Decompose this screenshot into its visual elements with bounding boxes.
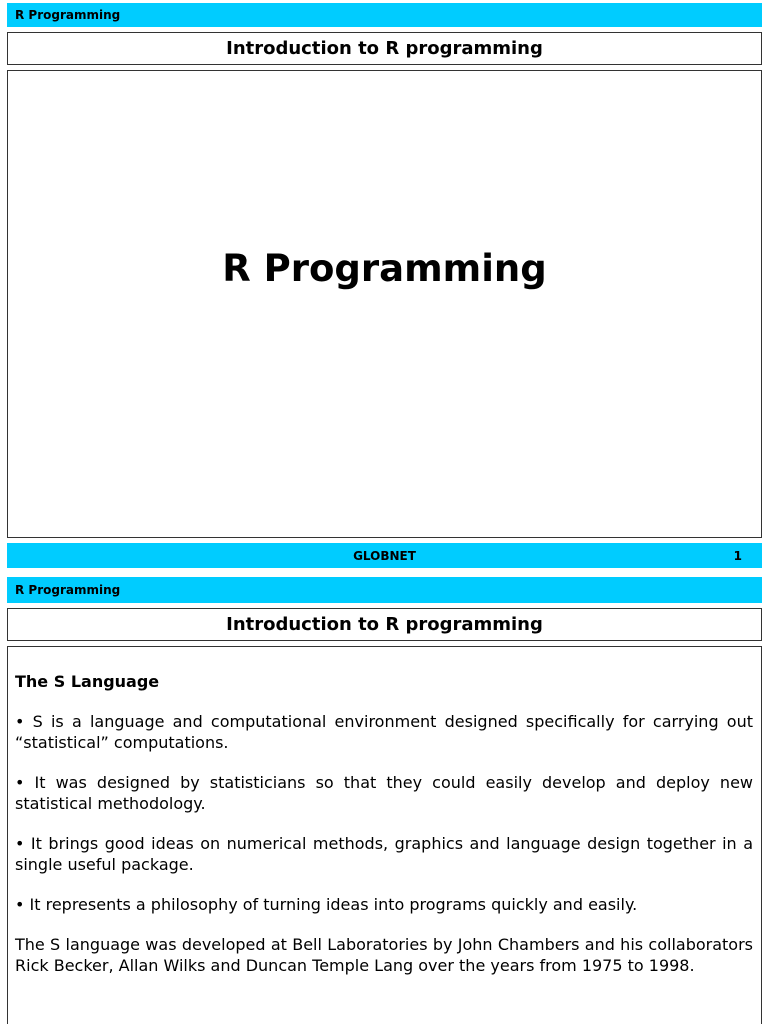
slide2-header-text: R Programming — [15, 583, 121, 597]
slide1-title: Introduction to R programming — [7, 32, 762, 65]
footer-brand: GLOBNET — [353, 548, 416, 563]
paragraph: • It represents a philosophy of turning ideas into programs quickly and easily. — [15, 895, 638, 914]
paragraph: • It brings good ideas on numerical methods, graphics and language design together in a single useful package. — [15, 834, 753, 874]
page-number: 1 — [733, 548, 742, 563]
slide2-title: Introduction to R programming — [7, 608, 762, 641]
slide2-body — [7, 646, 762, 1024]
paragraph: • It was designed by statisticians so that they could easily develop and deploy new statistical methodology. — [15, 773, 753, 813]
paragraph: The S language was developed at Bell Laboratories by John Chambers and his collaborators Rick Becker, Allan Wilks and Duncan Temple Lang over the years from 1975 to 1998. — [15, 935, 753, 975]
slide1-header-bar — [7, 3, 762, 27]
slide1-header-text: R Programming — [15, 8, 121, 22]
paragraph: • S is a language and computational environment designed specifically for carrying out “statistical” computations. — [15, 712, 753, 752]
section-heading: The S Language — [15, 672, 160, 691]
slide1-body — [7, 70, 762, 538]
slide2-header-bar — [7, 577, 762, 603]
slide1-main-title: R Programming — [222, 247, 547, 290]
slide1-footer — [7, 543, 762, 568]
